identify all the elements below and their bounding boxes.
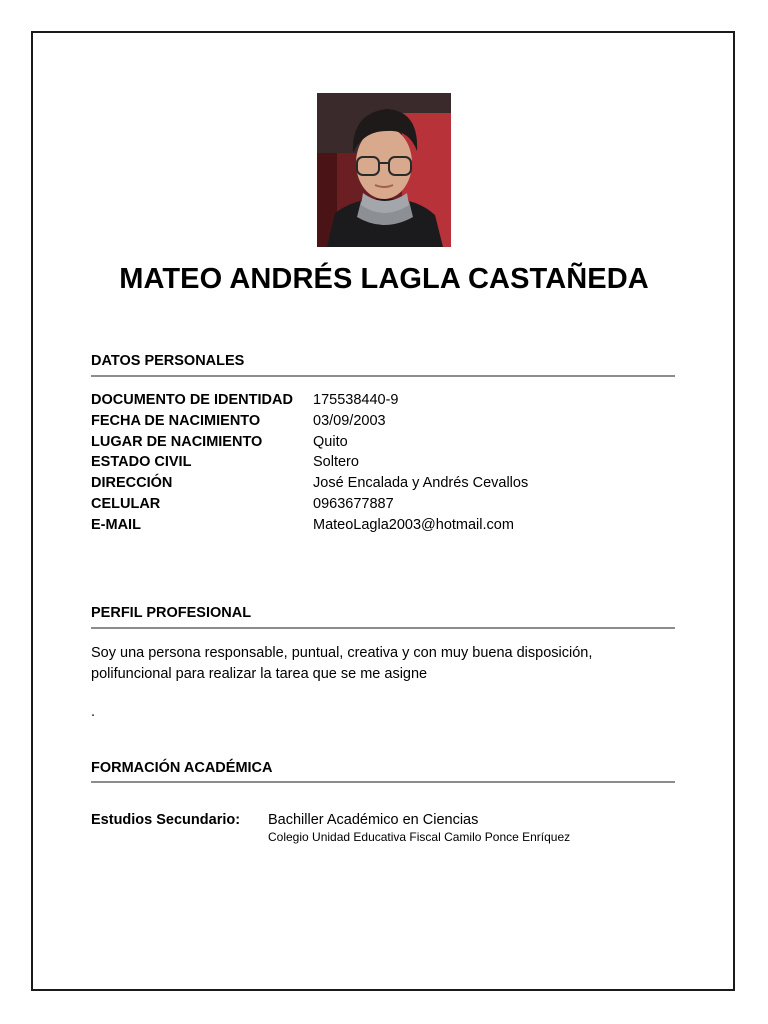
profile-description: Soy una persona responsable, puntual, creativa y con muy buena disposición, polifuncional para realizar la tarea que se me asigne — [91, 645, 593, 682]
personal-data-table — [91, 390, 528, 536]
personal-row-email — [91, 515, 528, 536]
section-divider-education — [91, 781, 675, 783]
personal-row-phone — [91, 494, 528, 515]
personal-value: Quito — [313, 433, 348, 450]
personal-value: José Encalada y Andrés Cevallos — [313, 475, 529, 492]
personal-value: MateoLagla2003@hotmail.com — [313, 516, 514, 533]
section-heading-personal: DATOS PERSONALES — [91, 353, 245, 369]
personal-row-id — [91, 390, 528, 411]
personal-label: DIRECCIÓN — [91, 475, 173, 492]
personal-value: 0963677887 — [313, 495, 394, 512]
profile-trailing-dot: . — [91, 704, 96, 720]
education-level-label: Estudios Secundario: — [91, 812, 241, 828]
section-divider-personal — [91, 375, 675, 377]
education-school: Colegio Unidad Educativa Fiscal Camilo Ponce Enríquez — [268, 830, 571, 844]
personal-label: ESTADO CIVIL — [91, 454, 192, 471]
personal-label: LUGAR DE NACIMIENTO — [91, 433, 263, 450]
personal-value: Soltero — [313, 454, 359, 471]
personal-value: 175538440-9 — [313, 392, 399, 408]
section-heading-profile: PERFIL PROFESIONAL — [91, 605, 252, 621]
profile-photo — [317, 93, 451, 247]
personal-label: CELULAR — [91, 495, 161, 512]
personal-label: DOCUMENTO DE IDENTIDAD — [91, 392, 293, 408]
personal-label: FECHA DE NACIMIENTO — [91, 412, 261, 429]
section-heading-education: FORMACIÓN ACADÉMICA — [91, 760, 273, 776]
personal-label: E-MAIL — [91, 516, 141, 533]
personal-row-birthdate — [91, 411, 528, 432]
candidate-name: MATEO ANDRÉS LAGLA CASTAÑEDA — [119, 263, 649, 295]
education-degree: Bachiller Académico en Ciencias — [268, 812, 479, 828]
personal-row-address — [91, 473, 528, 494]
personal-row-birthplace — [91, 432, 528, 453]
personal-value: 03/09/2003 — [313, 412, 386, 429]
section-divider-profile — [91, 627, 675, 629]
personal-row-civil-status — [91, 452, 528, 473]
